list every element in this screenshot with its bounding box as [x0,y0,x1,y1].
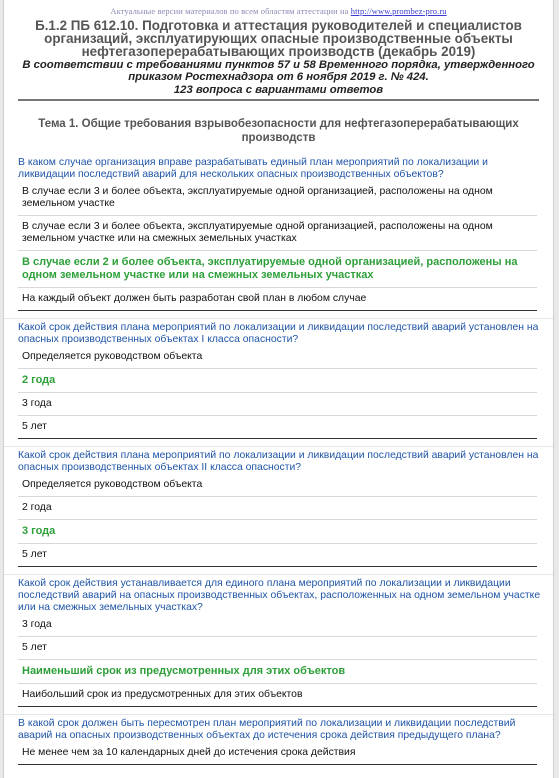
correct-answer: 3 года [18,520,537,544]
top-banner-link[interactable]: http://www.prombez-pro.ru [350,6,447,16]
answer-list [18,742,537,765]
correct-answer: В случае если 2 и более объекта, эксплуатируемые одной организацией, расположены на одном земельном участке или на смежных земельных участках [18,251,537,288]
question-text: В какой срок должен быть пересмотрен план мероприятий по локализации и ликвидации последствий аварий на опасных производственных объектах до истечения срока действия предыдущего плана? [4,714,553,742]
answer-option: 5 лет [18,637,537,660]
document-page [3,0,554,778]
answer-list [18,614,537,707]
answer-option: 5 лет [18,416,537,439]
top-banner [4,6,553,16]
answer-option: 2 года [18,497,537,520]
question-text: В каком случае организация вправе разрабатывать единый план мероприятий по локализации и ликвидации последствий аварий для нескольких опасных производственных объектов? [18,156,488,180]
answer-list [18,474,537,567]
question-text: Какой срок действия плана мероприятий по локализации и ликвидации последствий аварий установлен на опасных производственных объектах I класса опасности? [4,318,553,346]
answer-option: Наибольший срок из предусмотренных для этих объектов [18,684,537,707]
answer-option: 3 года [18,393,537,416]
question-count: 123 вопроса с вариантами ответов [173,84,384,96]
answer-list [18,346,537,439]
correct-answer: 2 года [18,369,537,393]
answer-option: В случае если 3 и более объекта, эксплуатируемые одной организацией, расположены на одном земельном участке или на смежных земельных участках [18,216,537,251]
correct-answer: Наименьший срок из предусмотренных для этих объектов [18,660,537,684]
document-subtitle: В соответствии с требованиями пунктов 57 и 58 Временного порядка, утвержденного приказом Ростехнадзора от 6 ноября 2019 г. № 424. [22,59,535,83]
answer-option: Не менее чем за 10 календарных дней до истечения срока действия [18,742,537,765]
document-title: Б.1.2 ПБ 612.10. Подготовка и аттестация руководителей и специалистов организаций, эксплуатирующих опасные производственные объекты нефтегазоперерабатывающих производств (декабрь 2019) [35,18,522,59]
answer-option: На каждый объект должен быть разработан свой план в любом случае [18,288,537,311]
question-list [4,157,553,765]
question-text: Какой срок действия плана мероприятий по локализации и ликвидации последствий аварий установлен на опасных производственных объектах II класса опасности? [4,446,553,474]
answer-option: В случае если 3 и более объекта, эксплуатируемые одной организацией, расположены на одном земельном участке [18,181,537,216]
answer-option: Определяется руководством объекта [18,346,537,369]
title-divider [18,99,539,101]
answer-option: Определяется руководством объекта [18,474,537,497]
answer-list [18,181,537,311]
top-banner-text: Актуальные версии материалов по всем областям аттестации на [110,6,351,16]
answer-option: 3 года [18,614,537,637]
section-title: Тема 1. Общие требования взрывобезопасности для нефтегазоперерабатывающих производств [38,117,519,144]
question-text: Какой срок действия устанавливается для единого плана мероприятий по локализации и ликвидации последствий аварий на опасных производственных объектах, расположенных на одном земельном участке или на смежных земельных участках? [4,574,553,614]
answer-option: 5 лет [18,544,537,567]
